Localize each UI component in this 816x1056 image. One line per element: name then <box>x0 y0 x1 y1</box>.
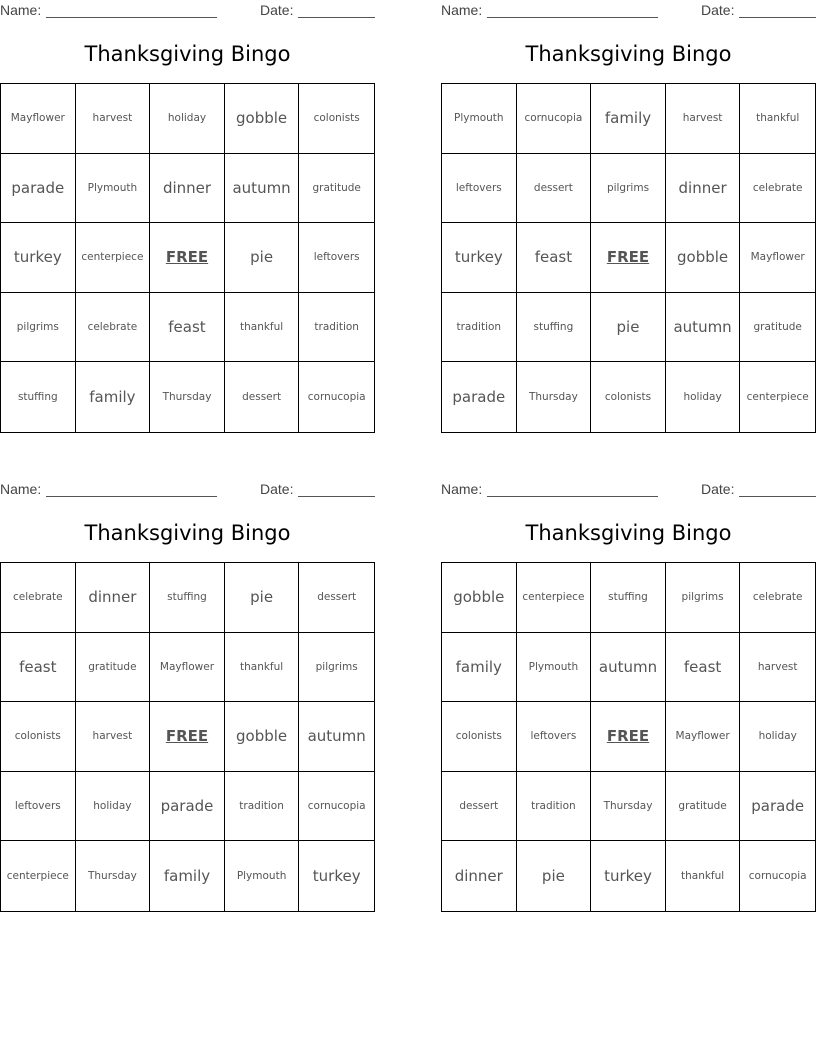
bingo-cell: cornucopia <box>517 84 592 154</box>
bingo-cell: autumn <box>666 293 741 363</box>
bingo-cell: dessert <box>225 362 300 432</box>
bingo-cell: gobble <box>666 223 741 293</box>
bingo-cell: thankful <box>225 633 300 703</box>
bingo-cell: leftovers <box>299 223 374 293</box>
bingo-cell: turkey <box>312 867 361 886</box>
name-label: Name: <box>0 2 42 18</box>
name-field[interactable] <box>441 2 658 18</box>
bingo-cell: cornucopia <box>748 870 807 883</box>
name-field[interactable] <box>0 2 217 18</box>
bingo-cell: Mayflower <box>150 633 225 703</box>
name-blank-line <box>46 17 217 18</box>
bingo-cell: centerpiece <box>746 391 809 404</box>
free-space: FREE <box>591 702 666 772</box>
bingo-cell: holiday <box>666 362 741 432</box>
bingo-cell: thankful <box>225 293 300 363</box>
bingo-cell: centerpiece <box>517 563 592 633</box>
bingo-cell: family <box>76 362 151 432</box>
date-blank-line <box>298 17 375 18</box>
bingo-cell: pie <box>517 841 592 911</box>
bingo-cell: autumn <box>299 702 374 772</box>
bingo-cell: pie <box>225 223 300 293</box>
name-label: Name: <box>441 481 483 497</box>
bingo-cell: Mayflower <box>740 223 815 293</box>
bingo-cell: gratitude <box>299 154 374 224</box>
bingo-cell: feast <box>517 223 592 293</box>
bingo-grid <box>441 83 816 433</box>
date-field[interactable] <box>701 2 816 18</box>
bingo-cell: tradition <box>299 293 374 363</box>
card-title: Thanksgiving Bingo <box>525 42 732 66</box>
bingo-cell: celebrate <box>740 154 815 224</box>
bingo-cell: Thursday <box>591 772 666 842</box>
bingo-cell: dinner <box>442 841 517 911</box>
bingo-cell: feast <box>150 293 225 363</box>
bingo-cell: turkey <box>442 223 517 293</box>
bingo-cell: parade <box>1 154 76 224</box>
bingo-cell: family <box>150 841 225 911</box>
bingo-cell: Mayflower <box>666 702 741 772</box>
date-blank-line <box>739 17 816 18</box>
name-field[interactable] <box>441 481 658 497</box>
bingo-cell: dinner <box>76 563 151 633</box>
bingo-cell: cornucopia <box>299 772 374 842</box>
free-space: FREE <box>150 223 225 293</box>
bingo-cell: tradition <box>225 772 300 842</box>
bingo-grid <box>441 562 816 912</box>
bingo-cell: Plymouth <box>225 841 300 911</box>
bingo-cell: tradition <box>442 293 517 363</box>
bingo-cell: stuffing <box>517 293 592 363</box>
date-label: Date: <box>701 2 735 18</box>
bingo-cell: leftovers <box>442 154 517 224</box>
name-blank-line <box>46 496 217 497</box>
bingo-cell: pilgrims <box>666 563 741 633</box>
bingo-cell: colonists <box>442 702 517 772</box>
bingo-cell: harvest <box>76 702 151 772</box>
name-blank-line <box>487 496 658 497</box>
bingo-grid <box>0 83 375 433</box>
bingo-cell: harvest <box>76 84 151 154</box>
date-label: Date: <box>260 2 294 18</box>
bingo-cell: feast <box>1 633 76 703</box>
date-blank-line <box>298 496 375 497</box>
name-label: Name: <box>0 481 42 497</box>
bingo-cell: parade <box>442 362 517 432</box>
bingo-cell: centerpiece <box>76 223 151 293</box>
bingo-cell: leftovers <box>1 772 76 842</box>
bingo-cell: cornucopia <box>307 391 366 404</box>
bingo-cell: leftovers <box>517 702 592 772</box>
free-space: FREE <box>591 223 666 293</box>
date-field[interactable] <box>701 481 816 497</box>
bingo-cell: tradition <box>517 772 592 842</box>
date-blank-line <box>739 496 816 497</box>
bingo-cell: dinner <box>666 154 741 224</box>
bingo-cell: turkey <box>591 841 666 911</box>
bingo-cell: Mayflower <box>1 84 76 154</box>
bingo-cell: pilgrims <box>1 293 76 363</box>
bingo-cell: parade <box>740 772 815 842</box>
bingo-cell: colonists <box>1 702 76 772</box>
bingo-cell: colonists <box>299 84 374 154</box>
bingo-cell: dessert <box>442 772 517 842</box>
card-title: Thanksgiving Bingo <box>84 521 291 545</box>
card-title: Thanksgiving Bingo <box>525 521 732 545</box>
bingo-cell: pilgrims <box>299 633 374 703</box>
bingo-cell: holiday <box>740 702 815 772</box>
bingo-grid <box>0 562 375 912</box>
bingo-cell: holiday <box>76 772 151 842</box>
name-blank-line <box>487 17 658 18</box>
free-space: FREE <box>150 702 225 772</box>
bingo-cell: autumn <box>591 633 666 703</box>
bingo-cell: celebrate <box>1 563 76 633</box>
bingo-cell: parade <box>150 772 225 842</box>
bingo-cell: pie <box>225 563 300 633</box>
bingo-cell: gratitude <box>666 772 741 842</box>
bingo-cell: family <box>591 84 666 154</box>
bingo-cell: feast <box>666 633 741 703</box>
bingo-cell: Thursday <box>150 362 225 432</box>
bingo-cell: celebrate <box>76 293 151 363</box>
name-label: Name: <box>441 2 483 18</box>
bingo-cell: turkey <box>1 223 76 293</box>
bingo-cell: Thursday <box>517 362 592 432</box>
date-field[interactable] <box>260 2 375 18</box>
bingo-cell: thankful <box>666 841 741 911</box>
bingo-cell: family <box>442 633 517 703</box>
bingo-cell: Plymouth <box>442 84 517 154</box>
bingo-card-1 <box>0 0 375 435</box>
bingo-cell: holiday <box>150 84 225 154</box>
bingo-cell: dinner <box>150 154 225 224</box>
bingo-cell: centerpiece <box>1 841 76 911</box>
bingo-cell: dessert <box>517 154 592 224</box>
bingo-cell: harvest <box>666 84 741 154</box>
bingo-cell: gratitude <box>76 633 151 703</box>
bingo-cell: gobble <box>225 84 300 154</box>
bingo-cell: stuffing <box>591 563 666 633</box>
bingo-card-2 <box>441 0 816 435</box>
date-label: Date: <box>701 481 735 497</box>
date-field[interactable] <box>260 481 375 497</box>
card-title: Thanksgiving Bingo <box>84 42 291 66</box>
bingo-cell: dessert <box>299 563 374 633</box>
bingo-cell: pilgrims <box>591 154 666 224</box>
name-field[interactable] <box>0 481 217 497</box>
bingo-cell: stuffing <box>1 362 76 432</box>
bingo-cell: colonists <box>591 362 666 432</box>
bingo-cell: Plymouth <box>76 154 151 224</box>
bingo-cell: celebrate <box>740 563 815 633</box>
bingo-cell: gratitude <box>740 293 815 363</box>
bingo-cell: Thursday <box>76 841 151 911</box>
date-label: Date: <box>260 481 294 497</box>
bingo-card-3 <box>0 479 375 914</box>
bingo-cell: autumn <box>225 154 300 224</box>
bingo-cell: gobble <box>442 563 517 633</box>
bingo-cell: pie <box>591 293 666 363</box>
bingo-cell: stuffing <box>150 563 225 633</box>
bingo-cell: gobble <box>225 702 300 772</box>
bingo-cell: harvest <box>740 633 815 703</box>
bingo-cell: thankful <box>740 84 815 154</box>
bingo-cell: Plymouth <box>517 633 592 703</box>
bingo-card-4 <box>441 479 816 914</box>
